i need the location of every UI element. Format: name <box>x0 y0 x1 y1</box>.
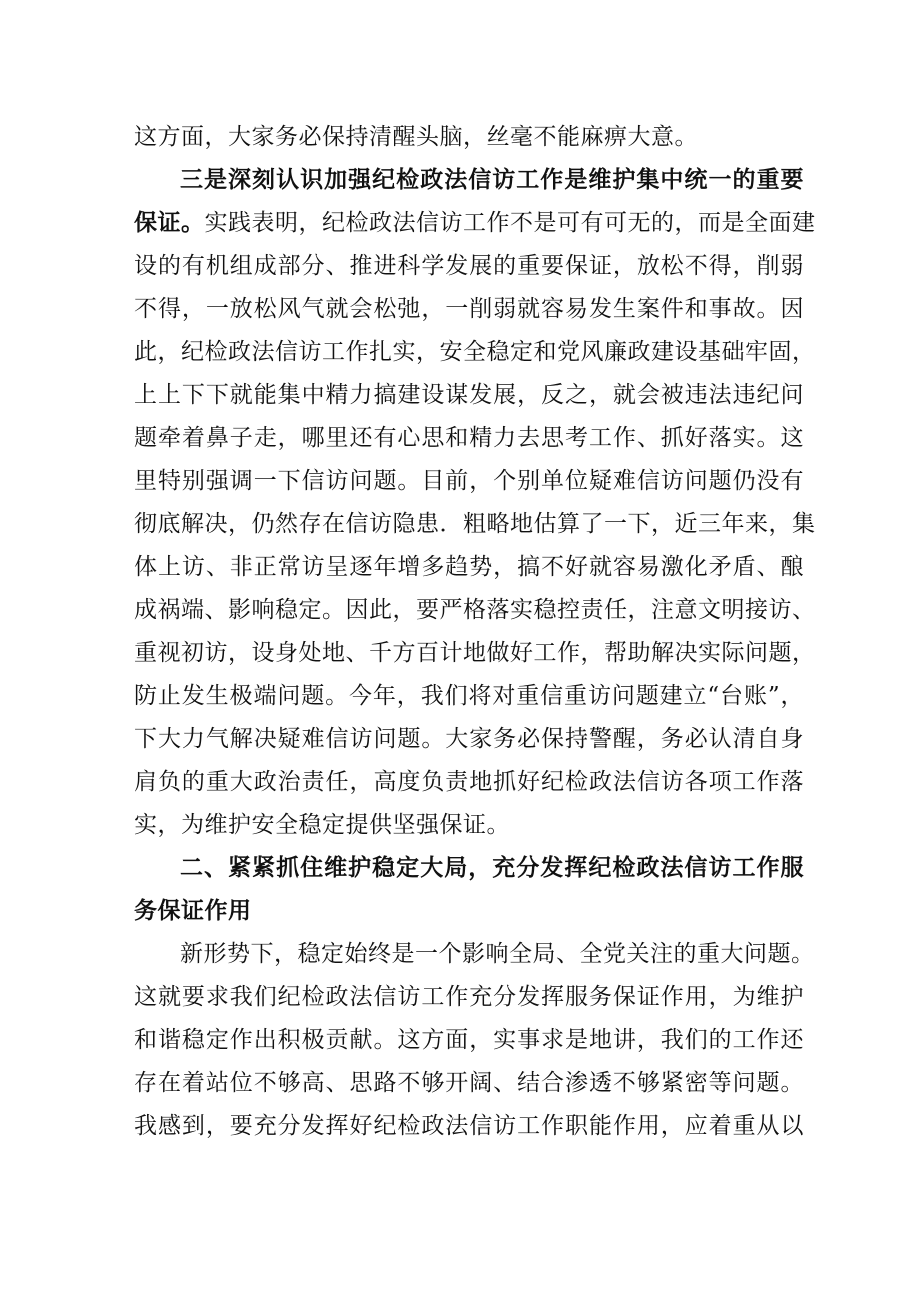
paragraph-3-line-2: 这就要求我们纪检政法信访工作充分发挥服务保证作用，为维护 <box>134 984 804 1010</box>
paragraph-2-line-2-text: 实践表明，纪检政法信访工作不是可有可无的，而是全面建 <box>204 210 816 236</box>
paragraph-3-line-1: 新形势下，稳定始终是一个影响全局、全党关注的重大问题。 <box>180 941 815 967</box>
paragraph-2-line-6: 上上下下就能集中精力搞建设谋发展，反之，就会被违法违纪问 <box>134 382 804 408</box>
paragraph-2-line-3: 设的有机组成部分、推进科学发展的重要保证，放松不得，削弱 <box>134 253 804 279</box>
paragraph-2-heading-end: 保证。 <box>134 210 205 236</box>
paragraph-2-line-14: 下大力气解决疑难信访问题。大家务必保持警醒，务必认清自身 <box>134 726 804 752</box>
paragraph-2-line-11: 成祸端、影响稳定。因此，要严格落实稳控责任，注意文明接访、 <box>134 597 816 623</box>
paragraph-2-line-10: 体上访、非正常访呈逐年增多趋势，搞不好就容易激化矛盾、酿 <box>134 554 804 580</box>
paragraph-2-line-9: 彻底解决，仍然存在信访隐患．粗略地估算了一下，近三年来，集 <box>134 511 816 537</box>
paragraph-1-line-1: 这方面，大家务必保持清醒头脑，丝毫不能麻痹大意。 <box>134 124 698 150</box>
paragraph-3-line-4: 存在着站位不够高、思路不够开阔、结合渗透不够紧密等问题。 <box>134 1070 804 1096</box>
paragraph-2-line-4: 不得，一放松风气就会松弛，一削弱就容易发生案件和事故。因 <box>134 296 804 322</box>
section-heading-line-1: 二、紧紧抓住维护稳定大局，充分发挥纪检政法信访工作服 <box>180 855 804 881</box>
paragraph-2-line-13: 防止发生极端问题。今年，我们将对重信重访问题建立“台账”， <box>134 683 804 709</box>
paragraph-2-line-16: 实，为维护安全稳定提供坚强保证。 <box>134 812 510 838</box>
paragraph-2-line-5: 此，纪检政法信访工作扎实，安全稳定和党风廉政建设基础牢固， <box>134 339 816 365</box>
section-heading-line-2: 务保证作用 <box>134 898 252 924</box>
paragraph-3-line-3: 和谐稳定作出积极贡献。这方面，实事求是地讲，我们的工作还 <box>134 1027 804 1053</box>
paragraph-2-line-15: 肩负的重大政治责任，高度负责地抓好纪检政法信访各项工作落 <box>134 769 804 795</box>
paragraph-2-line-12: 重视初访，设身处地、千方百计地做好工作，帮助解决实际问题， <box>134 640 816 666</box>
paragraph-2-line-7: 题牵着鼻子走，哪里还有心思和精力去思考工作、抓好落实。这 <box>134 425 804 451</box>
paragraph-3-line-5: 我感到，要充分发挥好纪检政法信访工作职能作用，应着重从以 <box>134 1113 804 1139</box>
paragraph-2-heading-line: 三是深刻认识加强纪检政法信访工作是维护集中统一的重要 <box>180 167 804 193</box>
paragraph-2-line-8: 里特别强调一下信访问题。目前，个别单位疑难信访问题仍没有 <box>134 468 804 494</box>
document-body <box>134 116 816 1148</box>
paragraph-2-line-2 <box>134 202 816 245</box>
